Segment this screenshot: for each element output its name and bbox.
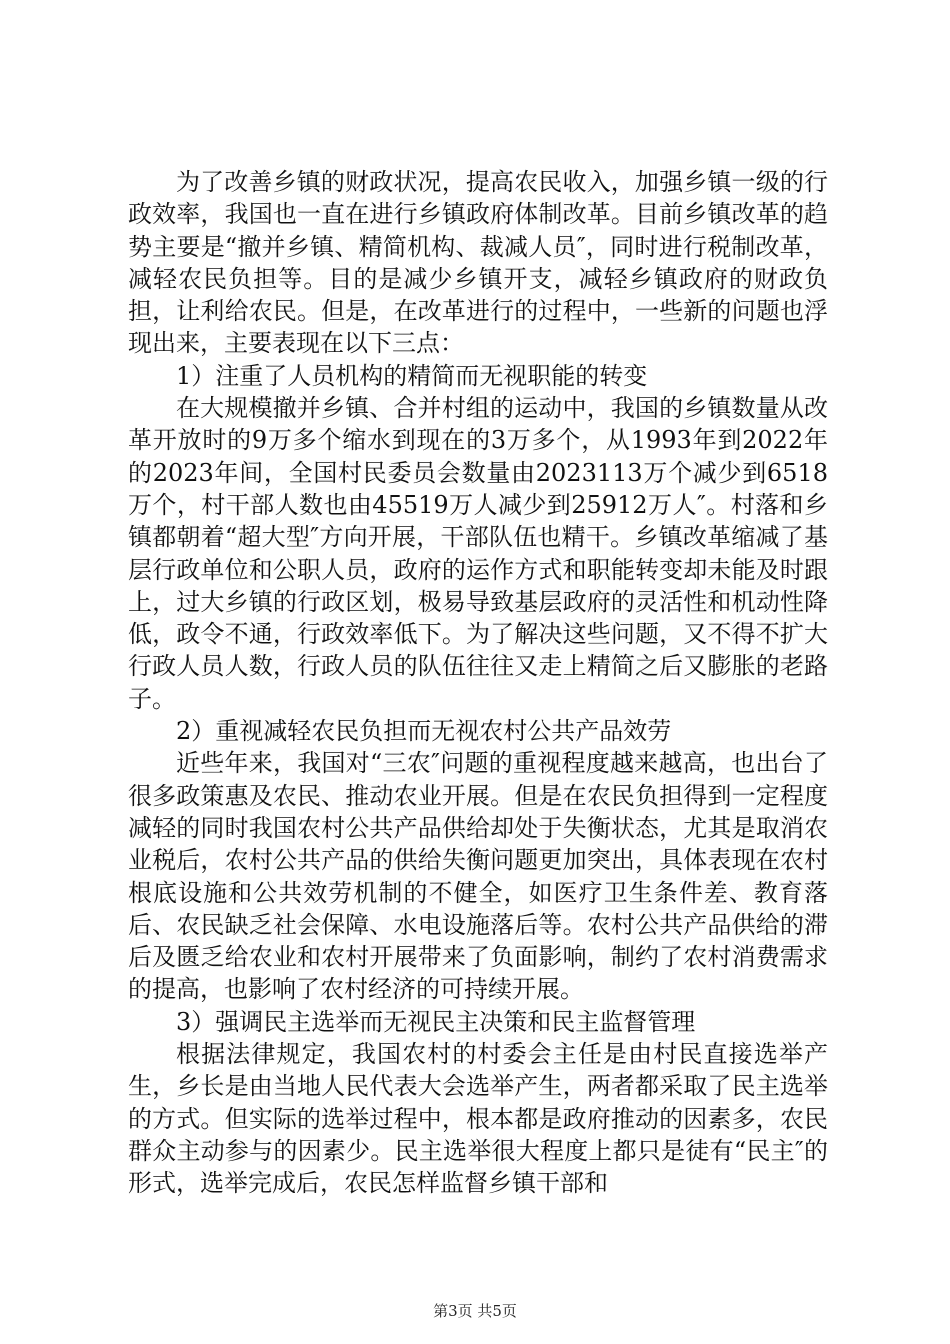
body-text — [128, 166, 828, 1200]
section-heading-2: 2）重视减轻农民负担而无视农村公共产品效劳 — [176, 717, 672, 746]
section-heading-1: 1）注重了人员机构的精简而无视职能的转变 — [176, 361, 648, 390]
page-footer: 第3页 共5页 — [433, 1302, 517, 1320]
section-paragraph-2: 近些年来，我国对“三农″问题的重视程度越来越高，也出台了很多政策惠及农民、推动农业开展。但是在农民负担得到一定程度减轻的同时我国农村公共产品供给却处于失衡状态，尤其是取消农业税后，农村公共产品的供给失衡问题更加突出，具体表现在农村根底设施和公共效劳机制的不健全，如医疗卫生条件差、教育落后、农民缺乏社会保障、水电设施落后等。农村公共产品供给的滞后及匮乏给农业和农村开展带来了负面影响，制约了农村消费需求的提高，也影响了农村经济的可持续开展。 — [128, 749, 828, 1004]
section-heading-3: 3）强调民主选举而无视民主决策和民主监督管理 — [176, 1007, 696, 1036]
intro-paragraph: 为了改善乡镇的财政状况，提高农民收入，加强乡镇一级的行政效率，我国也一直在进行乡镇政府体制改革。目前乡镇改革的趋势主要是“撤并乡镇、精简机构、裁减人员″，同时进行税制改革，减轻农民负担等。目的是减少乡镇开支，减轻乡镇政府的财政负担，让利给农民。但是，在改革进行的过程中，一些新的问题也浮现出来，主要表现在以下三点： — [128, 168, 828, 358]
section-paragraph-1: 在大规模撤并乡镇、合并村组的运动中，我国的乡镇数量从改革开放时的9万多个缩水到现在的3万多个，从1993年到2022年的2023年间，全国村民委员会数量由2023113万个减少到6518万个，村干部人数也由45519万人减少到25912万人″。村落和乡镇都朝着“超大型″方向开展，干部队伍也精干。乡镇改革缩减了基层行政单位和公职人员，政府的运作方式和职能转变却未能及时跟上，过大乡镇的行政区划，极易导致基层政府的灵活性和机动性降低，政令不通，行政效率低下。为了解决这些问题，又不得不扩大行政人员人数，行政人员的队伍往往又走上精简之后又膨胀的老路子。 — [128, 394, 828, 713]
section-paragraph-3: 根据法律规定，我国农村的村委会主任是由村民直接选举产生，乡长是由当地人民代表大会选举产生，两者都采取了民主选举的方式。但实际的选举过程中，根本都是政府推动的因素多，农民群众主动参与的因素少。民主选举很大程度上都只是徒有“民主″的形式，选举完成后，农民怎样监督乡镇干部和 — [128, 1040, 828, 1198]
